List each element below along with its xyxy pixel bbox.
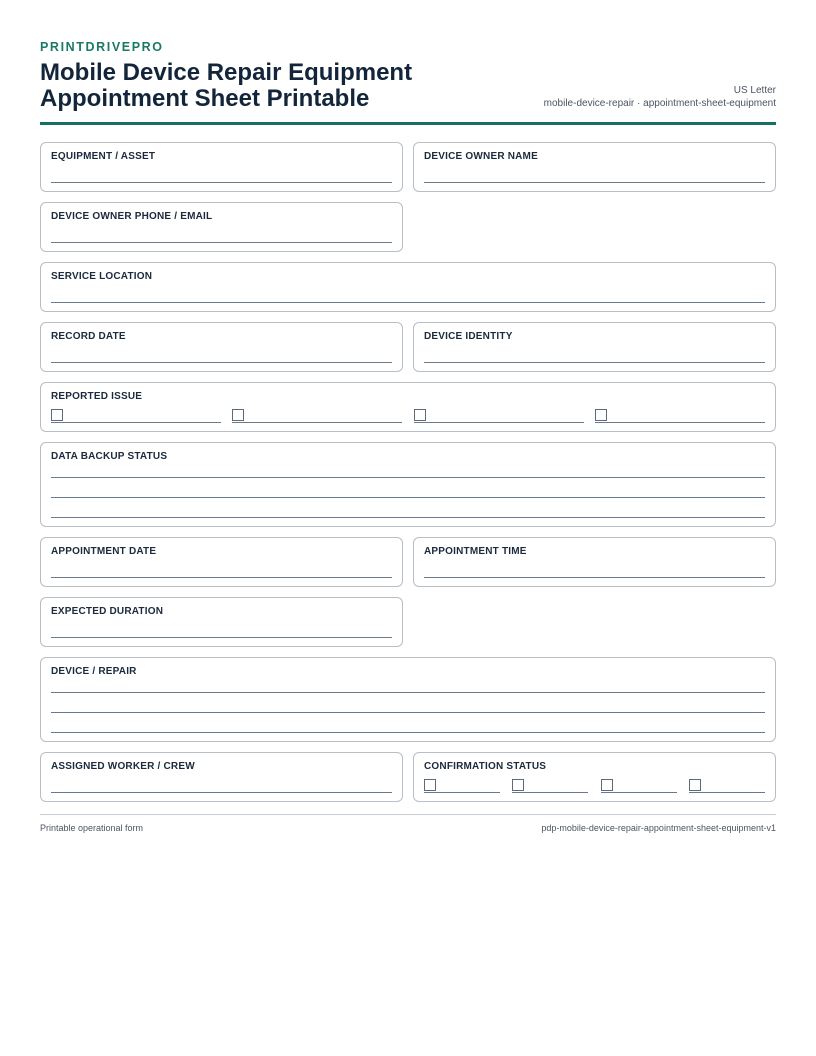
assigned-worker-label: ASSIGNED WORKER / CREW (51, 761, 195, 772)
appointment-date-line[interactable] (51, 577, 392, 578)
checkbox-icon[interactable] (232, 409, 244, 421)
confirmation-status-field (413, 752, 776, 802)
device-repair-label: DEVICE / REPAIR (51, 666, 137, 677)
title-line-2: Appointment Sheet Printable (40, 85, 370, 112)
reported-issue-option[interactable] (232, 409, 402, 423)
document-meta (544, 84, 776, 110)
record-date-line[interactable] (51, 362, 392, 363)
assigned-worker-line[interactable] (51, 792, 392, 793)
assigned-worker-field[interactable] (40, 752, 403, 802)
checkbox-icon[interactable] (689, 779, 701, 791)
reported-issue-field (40, 382, 776, 432)
device-identity-line[interactable] (424, 362, 765, 363)
confirmation-option[interactable] (689, 779, 765, 793)
owner-contact-field[interactable] (40, 202, 403, 252)
record-date-field[interactable] (40, 322, 403, 372)
brand-name: PRINTDRIVEPRO (40, 40, 164, 54)
record-date-label: RECORD DATE (51, 331, 126, 342)
reported-issue-option[interactable] (51, 409, 221, 423)
owner-contact-line[interactable] (51, 242, 392, 243)
equipment-field[interactable] (40, 142, 403, 192)
confirmation-option[interactable] (601, 779, 677, 793)
data-backup-field[interactable] (40, 442, 776, 527)
data-backup-line[interactable] (51, 477, 765, 478)
device-repair-line[interactable] (51, 732, 765, 733)
reported-issue-label: REPORTED ISSUE (51, 391, 143, 402)
footer-form-id: pdp-mobile-device-repair-appointment-sheet-equipment-v1 (541, 823, 776, 833)
owner-name-field[interactable] (413, 142, 776, 192)
equipment-label: EQUIPMENT / ASSET (51, 151, 156, 162)
expected-duration-label: EXPECTED DURATION (51, 606, 164, 617)
device-identity-label: DEVICE IDENTITY (424, 331, 513, 342)
owner-name-line[interactable] (424, 182, 765, 183)
reported-issue-option[interactable] (414, 409, 584, 423)
service-location-label: SERVICE LOCATION (51, 271, 153, 282)
data-backup-line[interactable] (51, 497, 765, 498)
appointment-date-label: APPOINTMENT DATE (51, 546, 157, 557)
checkbox-icon[interactable] (414, 409, 426, 421)
expected-duration-field[interactable] (40, 597, 403, 647)
title-line-1: Mobile Device Repair Equipment (40, 59, 413, 86)
device-repair-line[interactable] (51, 712, 765, 713)
data-backup-label: DATA BACKUP STATUS (51, 451, 168, 462)
document-slug: mobile-device-repair · appointment-sheet-equipment (543, 98, 776, 109)
footer-note: Printable operational form (40, 823, 144, 833)
appointment-time-field[interactable] (413, 537, 776, 587)
paper-size: US Letter (733, 85, 776, 96)
appointment-time-line[interactable] (424, 577, 765, 578)
service-location-line[interactable] (51, 302, 765, 303)
checkbox-icon[interactable] (424, 779, 436, 791)
checkbox-icon[interactable] (512, 779, 524, 791)
checkbox-icon[interactable] (601, 779, 613, 791)
page-title (40, 60, 500, 112)
confirmation-option[interactable] (424, 779, 500, 793)
checkbox-icon[interactable] (51, 409, 63, 421)
equipment-line[interactable] (51, 182, 392, 183)
footer-divider (40, 814, 776, 815)
confirmation-option[interactable] (512, 779, 588, 793)
device-repair-line[interactable] (51, 692, 765, 693)
device-repair-field[interactable] (40, 657, 776, 742)
checkbox-icon[interactable] (595, 409, 607, 421)
service-location-field[interactable] (40, 262, 776, 312)
data-backup-line[interactable] (51, 517, 765, 518)
owner-contact-label: DEVICE OWNER PHONE / EMAIL (51, 211, 213, 222)
header-divider (40, 122, 776, 125)
reported-issue-option[interactable] (595, 409, 765, 423)
confirmation-status-label: CONFIRMATION STATUS (424, 761, 547, 772)
appointment-date-field[interactable] (40, 537, 403, 587)
device-identity-field[interactable] (413, 322, 776, 372)
expected-duration-line[interactable] (51, 637, 392, 638)
owner-name-label: DEVICE OWNER NAME (424, 151, 538, 162)
appointment-time-label: APPOINTMENT TIME (424, 546, 527, 557)
